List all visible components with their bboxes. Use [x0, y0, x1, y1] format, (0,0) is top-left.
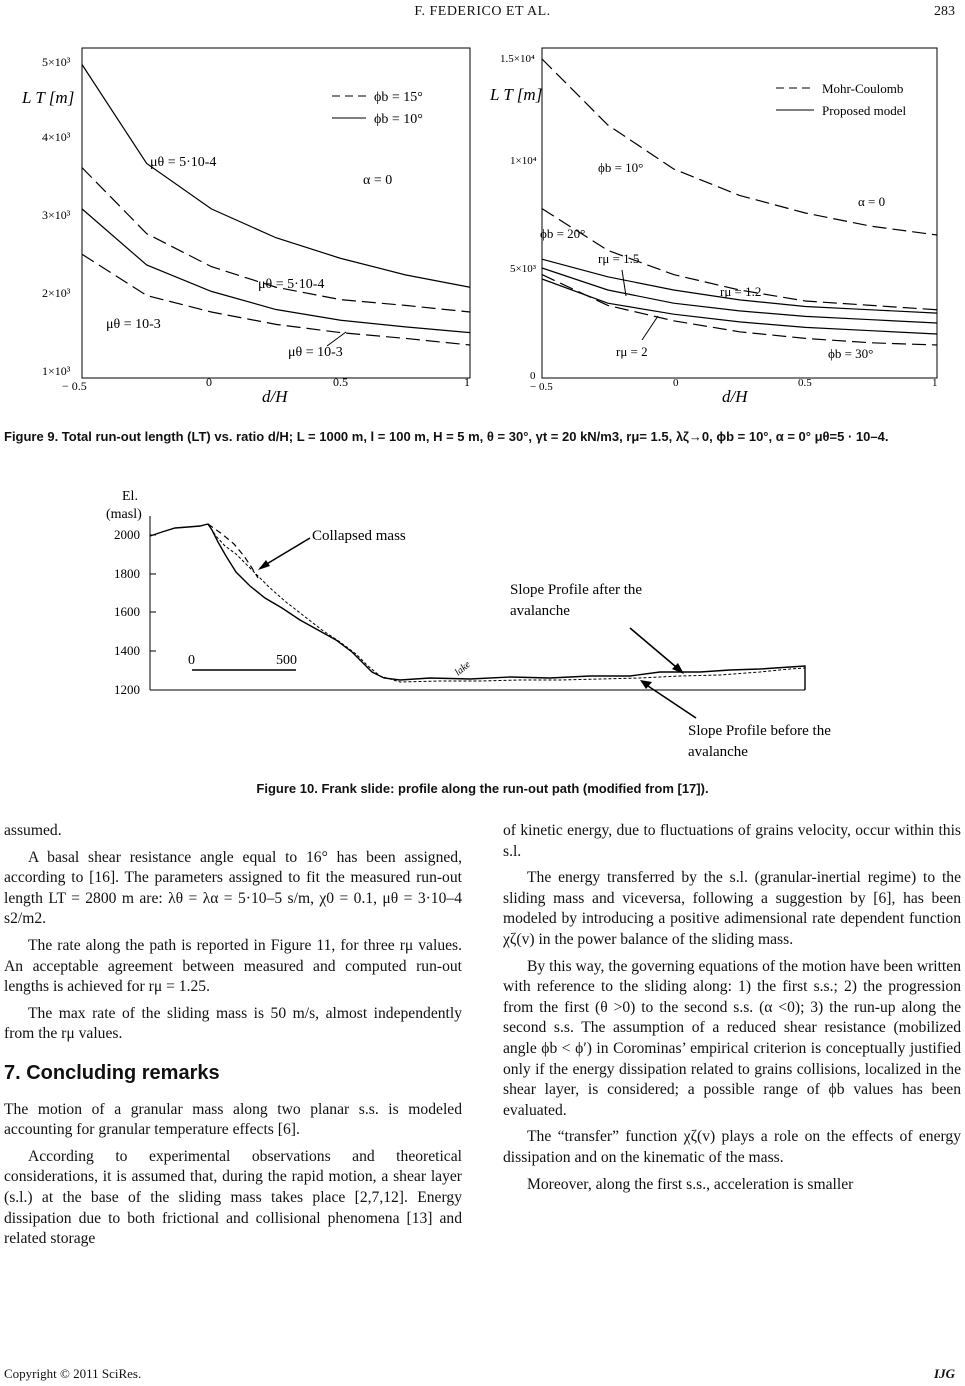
- figure9-left-chart: [20, 38, 480, 410]
- y-axis-label: El.: [122, 489, 138, 504]
- y-tick-label: 3×10³: [42, 208, 71, 222]
- annotation-arrow: [327, 332, 346, 346]
- callout-before: avalanche: [688, 744, 748, 760]
- y-tick-label: 0: [530, 370, 536, 382]
- paragraph: A basal shear resistance angle equal to 16° has been assigned, according to [16]. The parameters assigned to fit the measured run-out length LT = 2800 m are: λθ = λα = 5·10–5 s/m, χ0 = 0.1, μθ = 3·10–4 s2/m2.: [4, 848, 462, 928]
- y-tick-label: 1600: [114, 604, 140, 619]
- paragraph: Moreover, along the first s.s., acceleration is smaller: [527, 1175, 854, 1193]
- running-header: F. FEDERICO ET AL.: [414, 4, 551, 19]
- figure10: [100, 486, 870, 766]
- y-axis-label: L T [m]: [22, 88, 75, 107]
- annotation: μθ = 10-3: [106, 317, 161, 332]
- section-heading: 7. Concluding remarks: [4, 1061, 220, 1084]
- annotation: ϕb = 20°: [540, 226, 586, 241]
- y-tick-label: 2000: [114, 527, 140, 542]
- annotation: rμ = 1.5: [598, 251, 640, 266]
- footer-copyright: Copyright © 2011 SciRes.: [4, 1366, 142, 1381]
- x-tick-label: 0: [673, 377, 679, 389]
- left-text-column: [4, 821, 462, 1250]
- y-tick-label: 1400: [114, 643, 140, 658]
- y-tick-labels: [114, 527, 140, 697]
- figure9-right-chart-svg: [490, 38, 955, 410]
- callout-after: avalanche: [510, 603, 570, 619]
- slope-profile-before: [208, 524, 805, 682]
- y-axis-label: (masl): [106, 507, 142, 522]
- paragraph: The “transfer” function χζ(v) plays a role on the effects of energy dissipation and on the kinematic of the mass.: [503, 1128, 961, 1166]
- callout-arrow: [642, 682, 696, 718]
- x-tick-label: − 0.5: [62, 379, 87, 393]
- lake-label: lake: [452, 659, 473, 679]
- annotation: μθ = 5·10-4: [258, 277, 325, 292]
- y-tick-label: 1×10³: [42, 364, 71, 378]
- annotation: ϕb = 30°: [828, 346, 874, 361]
- x-axis-label: d/H: [262, 387, 288, 406]
- figure9-caption: Figure 9. Total run-out length (LT) vs. ratio d/H; L = 1000 m, l = 100 m, H = 5 m, θ = 30°, γt = 20 kN/m3, rμ= 1.5, λζ→0, ϕb = 10°, α = 0° μθ=5 · 10–4.: [4, 429, 889, 444]
- x-tick-label: 0: [206, 375, 212, 389]
- scale-label: 0: [188, 653, 195, 668]
- callout-arrowhead: [258, 560, 270, 570]
- figure9-right-chart: [490, 38, 955, 410]
- paragraph: According to experimental observations and theoretical considerations, it is assumed that, during the rapid motion, a shear layer (s.l.) at the base of the sliding mass takes place [2,7,12]. Energy dissipation due to both frictional and collisional phenomena [13] and related storage: [4, 1147, 462, 1248]
- footer-journal: IJG: [934, 1366, 955, 1381]
- annotation-arrow: [642, 316, 658, 340]
- callout-before: Slope Profile before the: [688, 723, 831, 739]
- y-tick-label: 5×10³: [42, 55, 71, 69]
- page-number: 283: [934, 4, 955, 19]
- x-tick-label: 0.5: [798, 377, 812, 389]
- annotation: α = 0: [363, 173, 393, 188]
- annotation: ϕb = 10°: [598, 160, 644, 175]
- y-tick-label: 1200: [114, 682, 140, 697]
- collapsed-mass-outline: [208, 524, 258, 578]
- annotation: μθ = 10-3: [288, 345, 343, 360]
- paragraph: The energy transferred by the s.l. (granular-inertial regime) to the sliding mass and viceversa, following a suggestion by [6], has been modeled by introducing a positive adimensional rate dependent function χζ(v) in the power balance of the sliding mass.: [503, 869, 961, 948]
- plot-frame: [542, 48, 937, 378]
- paragraph: The rate along the path is reported in Figure 11, for three rμ values. An acceptable agreement between measured and computed run-out lengths is achieved for rμ = 1.25.: [4, 936, 462, 996]
- callout-collapsed-mass: Collapsed mass: [312, 528, 406, 544]
- annotation-arrow: [622, 270, 626, 296]
- x-axis-label: d/H: [722, 387, 748, 406]
- paragraph: The motion of a granular mass along two planar s.s. is modeled accounting for granular temperature effects [6].: [4, 1100, 462, 1139]
- x-tick-label: − 0.5: [530, 381, 553, 393]
- callout-arrow: [630, 628, 682, 672]
- figure9-left-chart-svg: [20, 38, 480, 410]
- annotation: μθ = 5·10-4: [150, 155, 217, 170]
- y-tick-label: 1800: [114, 566, 140, 581]
- scale-label: 500: [276, 653, 297, 668]
- slope-profile-after: [150, 524, 805, 690]
- legend-entry: Proposed model: [822, 103, 907, 118]
- paragraph: By this way, the governing equations of the motion have been written with reference to the sliding along: 1) the first s.s.; 2) the progression from the first (θ >0) to the second s.s. (α <0); 3) the run-up along the second s.s. The assumption of a reduced shear resistance (mobilized angle ϕb < ϕ′) in Corominas’ empirical criterion is conceptually justified only if the energy dissipation related to grains collisions, localized in the shear layer, is considered; a possible range of ϕb values has been evaluated.: [503, 957, 961, 1119]
- y-tick-label: 4×10³: [42, 130, 71, 144]
- y-tick-label: 2×10³: [42, 286, 71, 300]
- y-tick-label: 5×10³: [510, 263, 537, 275]
- annotation: rμ = 1.2: [720, 284, 762, 299]
- paragraph: assumed.: [4, 822, 62, 839]
- x-tick-label: 1: [464, 375, 470, 389]
- paragraph: of kinetic energy, due to fluctuations of grains velocity, occur within this s.l.: [503, 822, 961, 860]
- right-text-column: [503, 821, 961, 1195]
- x-tick-label: 1: [932, 377, 938, 389]
- annotation: rμ = 2: [616, 344, 648, 359]
- paragraph: The max rate of the sliding mass is 50 m/s, almost independently from the rμ values.: [4, 1004, 462, 1043]
- y-tick-label: 1×10⁴: [510, 155, 537, 167]
- x-tick-label: 0.5: [333, 375, 348, 389]
- annotation: α = 0: [858, 194, 886, 209]
- y-tick-label: 1.5×10⁴: [500, 53, 535, 65]
- figure10-caption: Figure 10. Frank slide: profile along the run-out path (modified from [17]).: [256, 781, 709, 796]
- callout-after: Slope Profile after the: [510, 582, 643, 598]
- y-axis-label: L T [m]: [490, 85, 543, 104]
- figure10-svg: [100, 486, 870, 766]
- legend-entry: Mohr-Coulomb: [822, 81, 904, 96]
- legend-entry: ϕb = 15°: [374, 90, 423, 105]
- legend-entry: ϕb = 10°: [374, 112, 423, 127]
